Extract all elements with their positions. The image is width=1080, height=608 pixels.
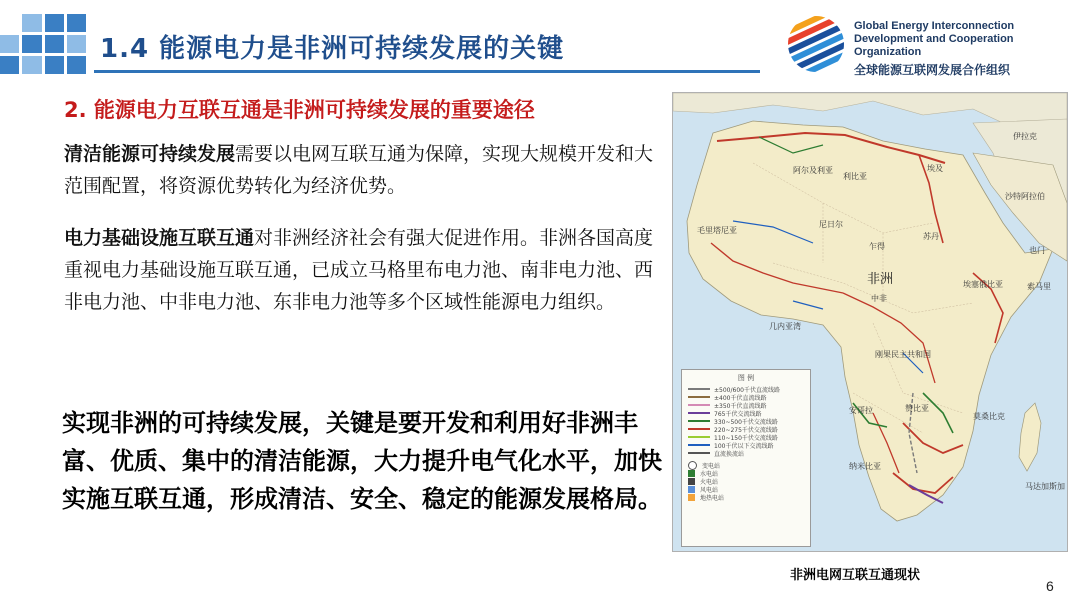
legend-station-items xyxy=(682,461,810,501)
map-caption: 非洲电网互联互通现状 xyxy=(790,568,921,583)
label-namibia: 纳米比亚 xyxy=(849,462,881,471)
label-somalia: 索马里 xyxy=(1027,282,1051,291)
header-decoration xyxy=(0,14,86,74)
legend-station-label: 风电站 xyxy=(700,486,719,494)
legend-station-label: 变电站 xyxy=(702,462,721,470)
legend-line-swatch xyxy=(688,420,710,422)
paragraph-infrastructure xyxy=(64,222,664,318)
legend-station-icon xyxy=(688,461,697,470)
title-underline xyxy=(94,70,760,73)
label-mauritania: 毛里塔尼亚 xyxy=(697,226,737,235)
map-legend xyxy=(681,369,811,547)
legend-station-icon xyxy=(688,494,695,501)
label-saudi: 沙特阿拉伯 xyxy=(1005,192,1045,201)
logo-english-line1: Global Energy Interconnection xyxy=(854,20,1015,32)
legend-line-label: 直流换流站 xyxy=(714,450,745,458)
legend-line-swatch xyxy=(688,436,710,438)
label-egypt: 埃及 xyxy=(927,164,943,173)
label-chad: 乍得 xyxy=(869,242,885,251)
page-number: 6 xyxy=(1046,578,1054,594)
logo-english-line2: Development and Cooperation Organization xyxy=(854,33,1014,58)
legend-line-swatch xyxy=(688,444,710,446)
legend-line-label: 110~150千伏交流线路 xyxy=(714,434,778,442)
legend-line-label: 220~275千伏交流线路 xyxy=(714,426,778,434)
logo-chinese-name: 全球能源互联网发展合作组织 xyxy=(854,63,1011,77)
paragraph-clean-energy-lead: 清洁能源可持续发展 xyxy=(64,143,236,165)
page-title: 1.4 能源电力是非洲可持续发展的关键 xyxy=(100,34,565,64)
label-central-africa: 中非 xyxy=(871,294,887,303)
label-yemen: 也门 xyxy=(1029,246,1045,255)
key-conclusion: 实现非洲的可持续发展，关键是要开发和利用好非洲丰富、优质、集中的清洁能源，大力提升电气化水平，加快实施互联互通，形成清洁、安全、稳定的能源发展格局。 xyxy=(62,409,662,513)
legend-line-label: 765千伏交流线路 xyxy=(714,410,762,418)
geidco-logo xyxy=(786,14,846,74)
label-ethiopia: 埃塞俄比亚 xyxy=(963,280,1003,289)
paragraph-clean-energy-text: 需要以电网互联互通为保障，实现大规模开发和大范围配置，将资源优势转化为经济优势。 xyxy=(64,143,654,197)
label-sudan: 苏丹 xyxy=(923,232,939,241)
legend-line-label: 330~500千伏交流线路 xyxy=(714,418,778,426)
paragraph-infrastructure-text: 对非洲经济社会有强大促进作用。非洲各国高度重视电力基础设施互联互通，已成立马格里布电力池、南非电力池、西非电力池、中非电力池、东非电力池等多个区域性能源电力组织。 xyxy=(64,227,654,313)
label-drc: 刚果民主共和国 xyxy=(875,350,931,359)
legend-line-swatch xyxy=(688,388,710,390)
africa-grid-map xyxy=(672,92,1068,552)
label-mozambique: 莫桑比克 xyxy=(973,412,1005,421)
legend-station-icon xyxy=(688,470,695,477)
label-madagascar: 马达加斯加 xyxy=(1025,482,1065,491)
legend-line-swatch xyxy=(688,428,710,430)
label-iraq: 伊拉克 xyxy=(1013,132,1037,141)
legend-line-item xyxy=(682,449,810,457)
section-subtitle: 2. 能源电力互联互通是非洲可持续发展的重要途径 xyxy=(64,98,535,122)
label-africa: 非洲 xyxy=(867,272,894,287)
label-angola: 安哥拉 xyxy=(849,406,873,415)
legend-station-icon xyxy=(688,478,695,485)
legend-line-items xyxy=(682,385,810,457)
label-niger: 尼日尔 xyxy=(819,220,843,229)
legend-line-label: ±500/600千伏直流线路 xyxy=(714,386,780,394)
paragraph-clean-energy xyxy=(64,138,664,202)
legend-title: 图 例 xyxy=(737,374,755,382)
label-zambia: 赞比亚 xyxy=(905,404,929,413)
legend-line-item xyxy=(682,441,810,449)
paragraph-infrastructure-lead: 电力基础设施互联互通 xyxy=(64,227,255,249)
legend-station-item xyxy=(682,493,810,501)
legend-line-swatch xyxy=(688,452,710,454)
legend-station-label: 火电站 xyxy=(700,478,719,486)
legend-line-label: 100千伏以下交流线路 xyxy=(714,442,774,450)
legend-line-swatch xyxy=(688,396,710,398)
legend-station-label: 水电站 xyxy=(700,470,719,478)
legend-station-label: 地热电站 xyxy=(700,494,725,502)
logo-text xyxy=(854,20,1080,78)
label-algeria: 阿尔及利亚 xyxy=(793,166,833,175)
legend-line-label: ±350千伏直流线路 xyxy=(714,402,767,410)
legend-station-icon xyxy=(688,486,695,493)
legend-line-swatch xyxy=(688,404,710,406)
label-gulf-of-guinea: 几内亚湾 xyxy=(769,322,801,331)
legend-line-label: ±400千伏直流线路 xyxy=(714,394,767,402)
label-libya: 利比亚 xyxy=(843,172,867,181)
legend-line-swatch xyxy=(688,412,710,414)
